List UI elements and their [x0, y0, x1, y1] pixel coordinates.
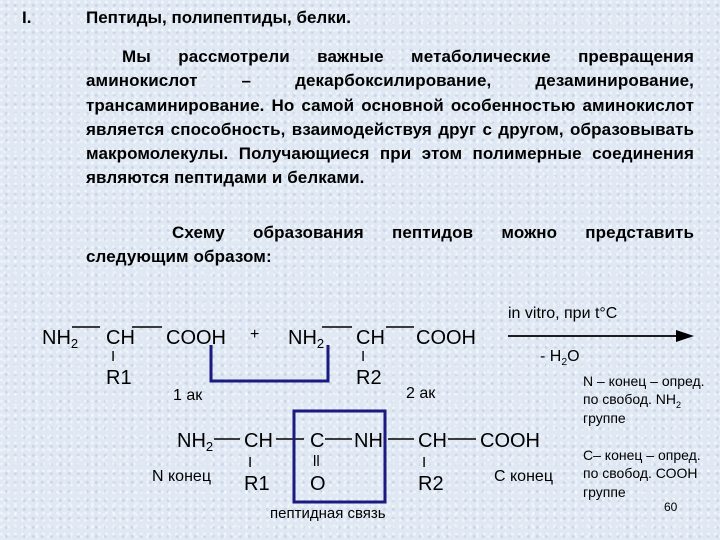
c-end-label: С конец — [494, 468, 553, 485]
n-end-label: N конец — [152, 468, 211, 485]
dipeptide-r2: R2 — [418, 473, 444, 495]
dipeptide-nh: NH — [354, 430, 383, 452]
paragraph-scheme-intro: Схему образования пептидов можно представить следующим образом: — [86, 223, 694, 267]
dipeptide-r1: R1 — [244, 473, 270, 495]
reaction-bracket — [211, 345, 328, 381]
peptide-bond-label: пептидная связь — [270, 505, 386, 522]
arrow-head — [676, 330, 694, 342]
c-end-note: С– конец – опред. по свобод. СООН группе — [583, 447, 701, 500]
double-bond: ll — [313, 453, 320, 470]
dipeptide-pipe1: I — [248, 454, 253, 471]
dipeptide-ch2: CH — [418, 430, 447, 452]
aa1-ch: CH — [106, 327, 135, 349]
aa1-r1: R1 — [106, 367, 132, 389]
aa1-nh2: $NH_2$ — [42, 327, 79, 351]
page-number: 60 — [664, 500, 678, 514]
aa1-pipe: I — [111, 348, 116, 365]
plus-sign: + — [250, 326, 260, 343]
aa2-nh2: $NH_2$ — [288, 327, 325, 351]
dipeptide-cooh: COOH — [480, 430, 540, 452]
aa2-cooh: COOH — [416, 327, 476, 349]
aa2-r2: R2 — [356, 367, 382, 389]
slide-heading: Пептиды, полипептиды, белки. — [86, 8, 351, 27]
aa1-label: 1 ак — [173, 387, 203, 404]
reaction-condition: in vitro, при t°C — [508, 305, 618, 322]
section-number: I. — [22, 8, 32, 27]
aa1-cooh: COOH — [166, 327, 226, 349]
dipeptide-c: C — [310, 430, 325, 452]
paragraph-intro: Мы рассмотрели важные метаболические превращения аминокислот – декарбоксилирование, дезаминирование, трансаминирование. Но самой основной особенностью аминокислот является способность, взаимодействуя друг с другом, образовывать макромолекулы. Получающиеся при этом полимерные соединения являются пептидами и белками. — [86, 47, 694, 188]
peptide-bond-box — [294, 411, 385, 502]
dipeptide-pipe2: I — [422, 454, 427, 471]
aa2-pipe: I — [361, 348, 366, 365]
aa2-ch: CH — [356, 327, 385, 349]
dipeptide-oxygen: O — [310, 473, 326, 495]
n-end-note: N – конец – опред. по свобод. $NH_2$ группе — [583, 373, 705, 426]
dipeptide-nh2: $NH_2$ — [177, 430, 214, 454]
aa2-label: 2 ак — [406, 385, 436, 402]
byproduct-water: - $H_2O$ — [540, 348, 580, 368]
dipeptide-ch1: CH — [244, 430, 273, 452]
